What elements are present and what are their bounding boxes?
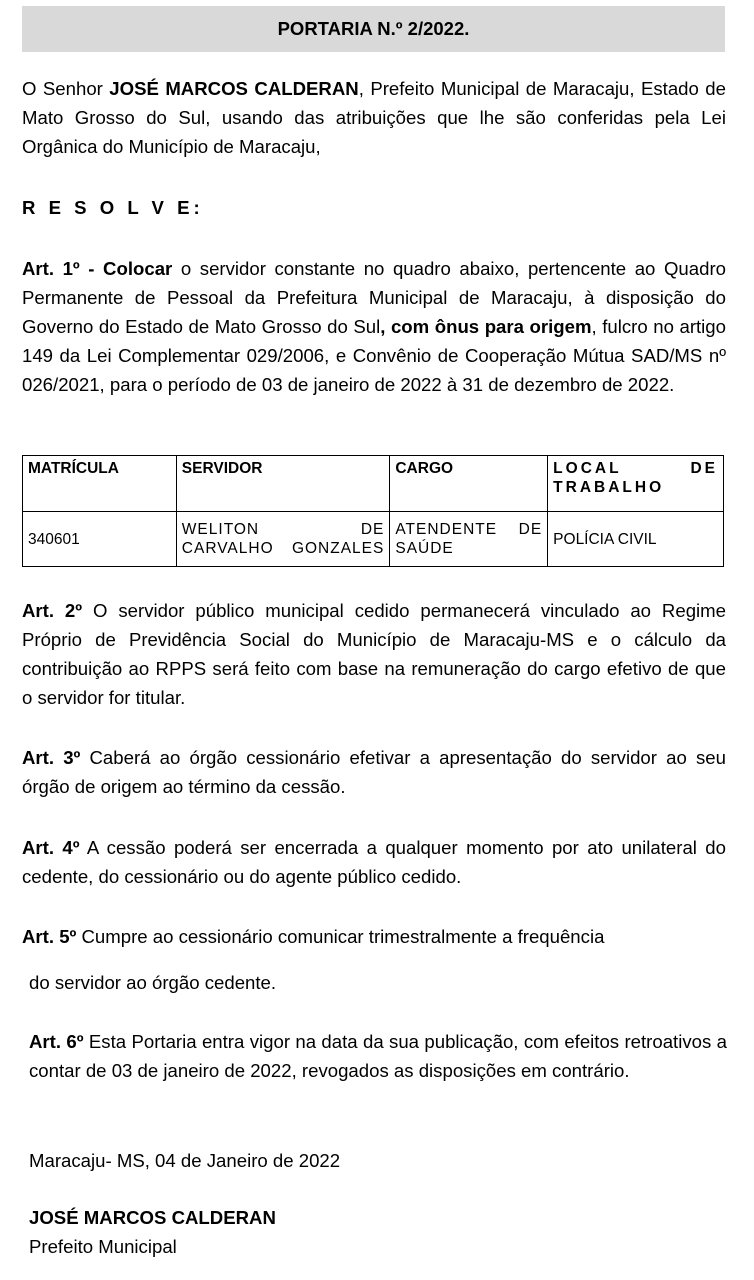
article-3-text: Caberá ao órgão cessionário efetivar a apresentação do servidor ao seu órgão de origem ao término da cessão. — [22, 747, 726, 797]
article-2 — [22, 596, 726, 712]
header-servidor: SERVIDOR — [176, 456, 390, 512]
document-title — [22, 6, 725, 52]
article-6-label: Art. 6º — [29, 1031, 84, 1052]
article-3-label: Art. 3º — [22, 747, 81, 768]
article-1-text-a: o servidor constante no quadro abaixo, pertencente ao Quadro Permanente de Pessoal da Prefeitura Municipal de Maracaju, à disposição do Governo do Estado de Mato Grosso do Sul — [22, 258, 726, 337]
article-1-bold: , com ônus para origem — [380, 316, 592, 337]
header-cargo: CARGO — [390, 456, 548, 512]
staff-table — [22, 455, 724, 567]
article-4-label: Art. 4º — [22, 837, 80, 858]
article-5-text: Cumpre ao cessionário comunicar trimestralmente a frequência — [76, 926, 605, 947]
preamble-text: , Prefeito Municipal de Maracaju, Estado de Mato Grosso do Sul, usando das atribuições que lhe são conferidas pela Lei Orgânica do Município de Maracaju, — [22, 78, 726, 157]
article-3 — [22, 743, 726, 801]
signature-role: Prefeito Municipal — [29, 1236, 177, 1257]
table-header-row — [23, 456, 724, 512]
article-4 — [22, 833, 726, 891]
cell-servidor: WELITON DE CARVALHO GONZALES — [176, 512, 390, 567]
preamble-prefix: O Senhor — [22, 78, 110, 99]
cell-matricula: 340601 — [23, 512, 177, 567]
header-matricula: MATRÍCULA — [23, 456, 177, 512]
article-6-text: Esta Portaria entra vigor na data da sua publicação, com efeitos retroativos a contar de 03 de janeiro de 2022, revogados as disposições em contrário. — [29, 1031, 727, 1081]
article-1-text-b: , fulcro no artigo 149 da Lei Complementar 029/2006, e Convênio de Cooperação Mútua SAD/MS nº 026/2021, para o período de 03 de janeiro de 2022 à 31 de dezembro de 2022. — [22, 316, 726, 395]
article-6 — [29, 1027, 727, 1085]
article-1-label: Art. 1º - Colocar — [22, 258, 173, 279]
mayor-name: JOSÉ MARCOS CALDERAN — [109, 78, 359, 99]
resolve-heading: R E S O L V E: — [22, 197, 204, 218]
date-line: Maracaju- MS, 04 de Janeiro de 2022 — [29, 1150, 341, 1171]
header-local-trabalho: LOCAL DE TRABALHO — [548, 456, 724, 512]
article-2-label: Art. 2º — [22, 600, 83, 621]
article-2-text: O servidor público municipal cedido permanecerá vinculado ao Regime Próprio de Previdência Social do Município de Maracaju-MS e o cálculo da contribuição ao RPPS será feito com base na remuneração do cargo efetivo de que o servidor for titular. — [22, 600, 726, 708]
cell-local-trabalho: POLÍCIA CIVIL — [548, 512, 724, 567]
article-5-continuation: do servidor ao órgão cedente. — [29, 972, 277, 993]
signature-name: JOSÉ MARCOS CALDERAN — [29, 1207, 276, 1228]
preamble-paragraph — [22, 74, 726, 161]
cell-cargo: ATENDENTE DE SAÚDE — [390, 512, 548, 567]
title-text: PORTARIA N.º 2/2022. — [277, 18, 470, 39]
article-5-label: Art. 5º — [22, 926, 77, 947]
article-4-text: A cessão poderá ser encerrada a qualquer momento por ato unilateral do cedente, do cessionário ou do agente público cedido. — [22, 837, 726, 887]
article-1 — [22, 254, 726, 399]
table-row — [23, 512, 724, 567]
article-5 — [22, 922, 726, 951]
